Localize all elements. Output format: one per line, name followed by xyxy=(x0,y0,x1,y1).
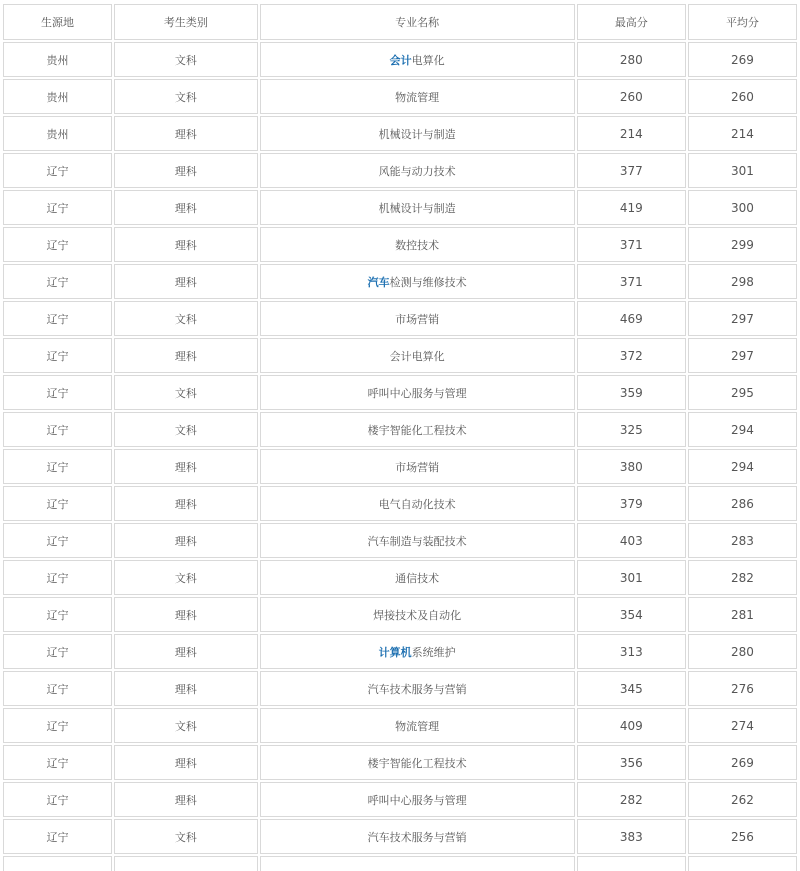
cell-max-score: 383 xyxy=(577,819,686,854)
major-name: 汽车技术服务与营销 xyxy=(367,682,467,696)
cell-category: 理科 xyxy=(114,597,257,632)
major-name: 机械设计与制造 xyxy=(378,201,456,215)
cell-region: 辽宁 xyxy=(3,560,112,595)
cell-avg-score: 269 xyxy=(688,42,797,77)
cell-avg-score: 214 xyxy=(688,116,797,151)
cell-avg-score: 256 xyxy=(688,819,797,854)
major-name: 呼叫中心服务与管理 xyxy=(367,793,467,807)
table-row xyxy=(3,301,797,336)
major-name: 楼宇智能化工程技术 xyxy=(367,756,467,770)
header-region: 生源地 xyxy=(3,4,112,40)
table-body xyxy=(3,42,797,871)
cell-region: 辽宁 xyxy=(3,227,112,262)
cell-max-score: 260 xyxy=(577,79,686,114)
cell-avg-score: 281 xyxy=(688,597,797,632)
cell-major xyxy=(260,523,575,558)
table-row xyxy=(3,486,797,521)
table-row xyxy=(3,190,797,225)
cell-max-score: 372 xyxy=(577,338,686,373)
cell-max-score: 313 xyxy=(577,634,686,669)
header-category: 考生类别 xyxy=(114,4,257,40)
admission-scores-table xyxy=(1,2,799,871)
cell-category: 理科 xyxy=(114,338,257,373)
cell-max-score xyxy=(577,856,686,871)
major-name: 风能与动力技术 xyxy=(378,164,456,178)
cell-avg-score: 269 xyxy=(688,745,797,780)
major-name: 会计电算化 xyxy=(389,349,445,363)
table-row xyxy=(3,782,797,817)
cell-major xyxy=(260,634,575,669)
cell-category: 理科 xyxy=(114,671,257,706)
cell-avg-score: 283 xyxy=(688,523,797,558)
cell-avg-score: 299 xyxy=(688,227,797,262)
cell-avg-score: 294 xyxy=(688,449,797,484)
cell-max-score: 301 xyxy=(577,560,686,595)
cell-region: 辽宁 xyxy=(3,190,112,225)
cell-region: 辽宁 xyxy=(3,264,112,299)
table-row xyxy=(3,523,797,558)
cell-major xyxy=(260,819,575,854)
cell-category: 文科 xyxy=(114,42,257,77)
cell-region: 辽宁 xyxy=(3,375,112,410)
major-name: 焊接技术及自动化 xyxy=(373,608,462,622)
major-keyword-link[interactable]: 会计 xyxy=(389,53,412,67)
table-row xyxy=(3,708,797,743)
cell-region: 辽宁 xyxy=(3,782,112,817)
cell-region: 贵州 xyxy=(3,79,112,114)
cell-region: 辽宁 xyxy=(3,708,112,743)
cell-region: 贵州 xyxy=(3,116,112,151)
cell-major xyxy=(260,449,575,484)
cell-major xyxy=(260,301,575,336)
cell-max-score: 469 xyxy=(577,301,686,336)
cell-avg-score: 260 xyxy=(688,79,797,114)
cell-avg-score: 262 xyxy=(688,782,797,817)
major-keyword-link[interactable]: 汽车 xyxy=(367,275,390,289)
cell-max-score: 371 xyxy=(577,227,686,262)
cell-max-score: 282 xyxy=(577,782,686,817)
cell-max-score: 371 xyxy=(577,264,686,299)
cell-avg-score: 301 xyxy=(688,153,797,188)
table-row xyxy=(3,745,797,780)
major-keyword-link[interactable]: 计算机 xyxy=(378,645,412,659)
major-name: 通信技术 xyxy=(395,571,440,585)
cell-max-score: 345 xyxy=(577,671,686,706)
table-row xyxy=(3,671,797,706)
cell-major xyxy=(260,227,575,262)
table-row xyxy=(3,116,797,151)
table-row xyxy=(3,338,797,373)
cell-avg-score: 298 xyxy=(688,264,797,299)
cell-region: 辽宁 xyxy=(3,634,112,669)
cell-category: 文科 xyxy=(114,819,257,854)
cell-major xyxy=(260,560,575,595)
table-row xyxy=(3,412,797,447)
cell-major xyxy=(260,782,575,817)
cell-major xyxy=(260,153,575,188)
cell-category: 理科 xyxy=(114,227,257,262)
cell-max-score: 354 xyxy=(577,597,686,632)
cell-major xyxy=(260,116,575,151)
cell-category: 理科 xyxy=(114,523,257,558)
cell-max-score: 403 xyxy=(577,523,686,558)
cell-avg-score: 280 xyxy=(688,634,797,669)
cell-max-score: 380 xyxy=(577,449,686,484)
cell-avg-score: 276 xyxy=(688,671,797,706)
table-row xyxy=(3,227,797,262)
cell-category xyxy=(114,856,257,871)
cell-region xyxy=(3,856,112,871)
cell-region: 辽宁 xyxy=(3,301,112,336)
cell-avg-score: 297 xyxy=(688,301,797,336)
cell-category: 文科 xyxy=(114,708,257,743)
cell-major xyxy=(260,486,575,521)
cell-major xyxy=(260,671,575,706)
major-name: 汽车制造与装配技术 xyxy=(367,534,467,548)
cell-region: 辽宁 xyxy=(3,523,112,558)
cell-category: 文科 xyxy=(114,375,257,410)
cell-max-score: 359 xyxy=(577,375,686,410)
cell-avg-score: 286 xyxy=(688,486,797,521)
cell-major xyxy=(260,708,575,743)
cell-major xyxy=(260,79,575,114)
cell-major xyxy=(260,338,575,373)
major-name: 物流管理 xyxy=(395,90,440,104)
major-name: 市场营销 xyxy=(395,312,440,326)
cell-major xyxy=(260,42,575,77)
cell-category: 理科 xyxy=(114,116,257,151)
cell-max-score: 214 xyxy=(577,116,686,151)
table-row xyxy=(3,634,797,669)
cell-avg-score: 282 xyxy=(688,560,797,595)
cell-region: 贵州 xyxy=(3,42,112,77)
cell-max-score: 419 xyxy=(577,190,686,225)
cell-max-score: 280 xyxy=(577,42,686,77)
table-row-partial xyxy=(3,856,797,871)
cell-region: 辽宁 xyxy=(3,338,112,373)
cell-max-score: 379 xyxy=(577,486,686,521)
cell-major xyxy=(260,597,575,632)
table-row xyxy=(3,560,797,595)
major-name: 楼宇智能化工程技术 xyxy=(367,423,467,437)
cell-avg-score: 300 xyxy=(688,190,797,225)
cell-region: 辽宁 xyxy=(3,745,112,780)
cell-category: 文科 xyxy=(114,560,257,595)
major-name: 市场营销 xyxy=(395,460,440,474)
table-row xyxy=(3,42,797,77)
cell-category: 文科 xyxy=(114,301,257,336)
cell-category: 理科 xyxy=(114,486,257,521)
cell-category: 理科 xyxy=(114,190,257,225)
cell-max-score: 409 xyxy=(577,708,686,743)
cell-category: 理科 xyxy=(114,449,257,484)
cell-category: 文科 xyxy=(114,79,257,114)
cell-major xyxy=(260,190,575,225)
cell-category: 理科 xyxy=(114,153,257,188)
major-name: 呼叫中心服务与管理 xyxy=(367,386,467,400)
cell-region: 辽宁 xyxy=(3,819,112,854)
cell-avg-score: 274 xyxy=(688,708,797,743)
table-row xyxy=(3,264,797,299)
table-row xyxy=(3,597,797,632)
table-row xyxy=(3,153,797,188)
cell-avg-score: 295 xyxy=(688,375,797,410)
major-name: 检测与维修技术 xyxy=(389,275,467,289)
cell-major xyxy=(260,375,575,410)
cell-major xyxy=(260,264,575,299)
header-major: 专业名称 xyxy=(260,4,575,40)
cell-max-score: 356 xyxy=(577,745,686,780)
major-name: 数控技术 xyxy=(395,238,440,252)
table-header-row xyxy=(3,4,797,40)
major-name: 系统维护 xyxy=(411,645,456,659)
cell-avg-score xyxy=(688,856,797,871)
table-row xyxy=(3,375,797,410)
cell-category: 文科 xyxy=(114,412,257,447)
table-row xyxy=(3,819,797,854)
cell-region: 辽宁 xyxy=(3,486,112,521)
cell-region: 辽宁 xyxy=(3,449,112,484)
cell-major xyxy=(260,745,575,780)
cell-max-score: 377 xyxy=(577,153,686,188)
cell-max-score: 325 xyxy=(577,412,686,447)
header-avg-score: 平均分 xyxy=(688,4,797,40)
major-name: 电算化 xyxy=(411,53,445,67)
cell-category: 理科 xyxy=(114,782,257,817)
cell-region: 辽宁 xyxy=(3,597,112,632)
major-name: 机械设计与制造 xyxy=(378,127,456,141)
cell-region: 辽宁 xyxy=(3,153,112,188)
header-max-score: 最高分 xyxy=(577,4,686,40)
cell-category: 理科 xyxy=(114,634,257,669)
cell-category: 理科 xyxy=(114,745,257,780)
cell-avg-score: 294 xyxy=(688,412,797,447)
major-name: 物流管理 xyxy=(395,719,440,733)
cell-region: 辽宁 xyxy=(3,412,112,447)
major-name: 电气自动化技术 xyxy=(378,497,456,511)
cell-category: 理科 xyxy=(114,264,257,299)
cell-major xyxy=(260,856,575,871)
table-row xyxy=(3,79,797,114)
cell-avg-score: 297 xyxy=(688,338,797,373)
cell-region: 辽宁 xyxy=(3,671,112,706)
cell-major xyxy=(260,412,575,447)
table-row xyxy=(3,449,797,484)
major-name: 汽车技术服务与营销 xyxy=(367,830,467,844)
